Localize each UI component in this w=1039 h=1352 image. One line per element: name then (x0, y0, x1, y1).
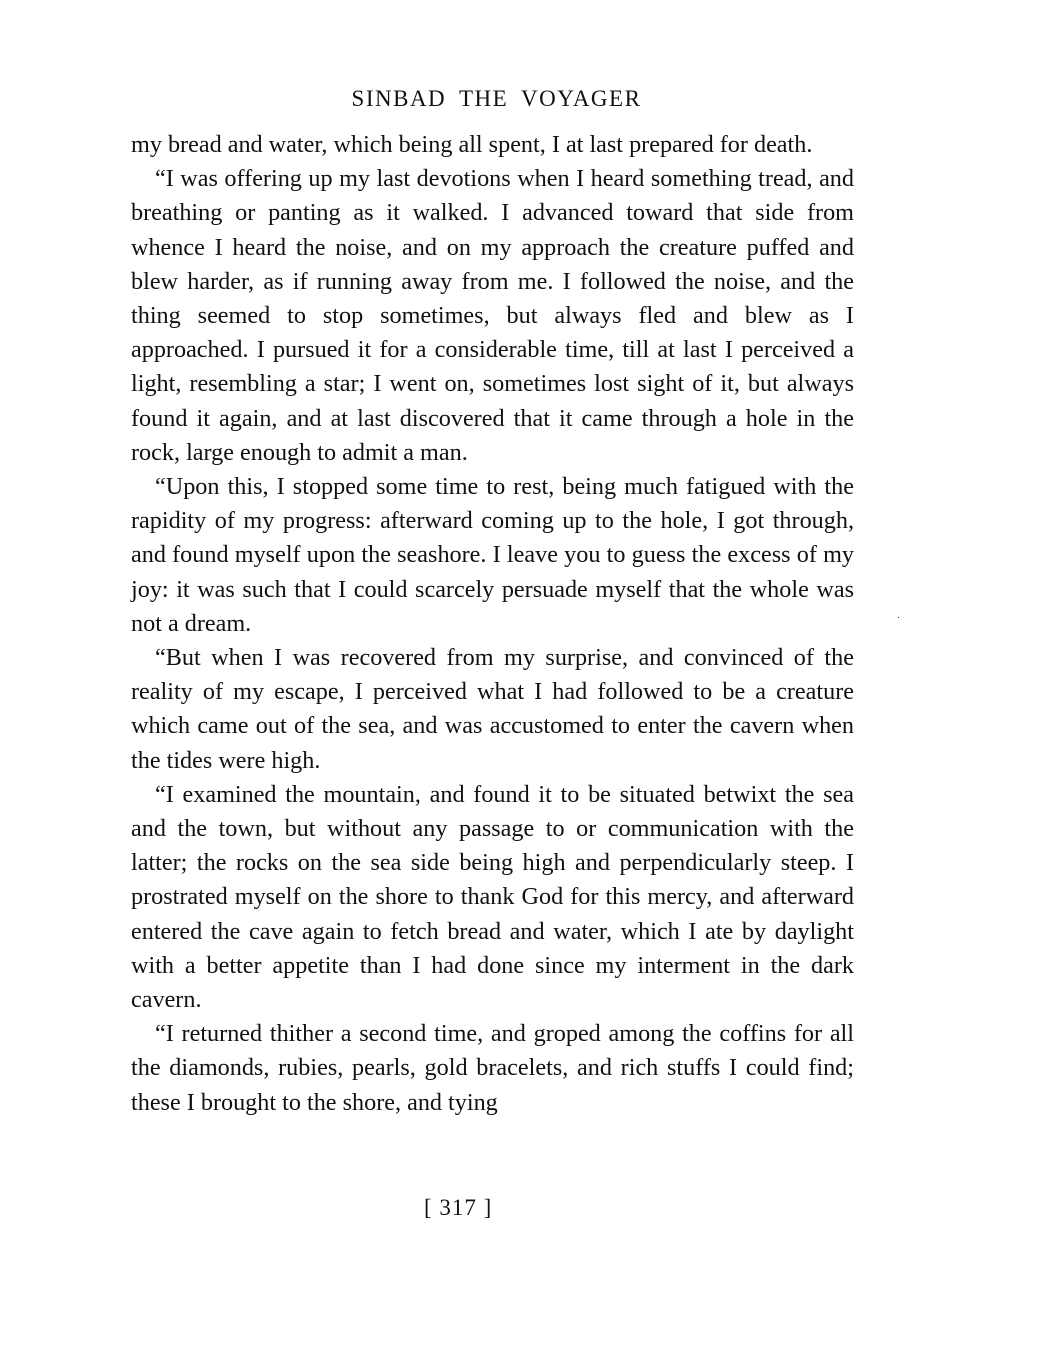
book-page (131, 82, 854, 1120)
paragraph-returned: “I returned thither a second time, and groped among the coffins for all the diamonds, rubies, pearls, gold bracelets, and rich stuffs I could find; these I brought to the shore, and tying (131, 1020, 854, 1116)
scan-speck (898, 617, 899, 618)
paragraph-continuation: my bread and water, which being all spent, I at last prepared for death. (131, 131, 813, 158)
paragraph-recovered: “But when I was recovered from my surprise, and convinced of the reality of my escape, I perceived what I had followed to be a creature which came out of the sea, and was accustomed to enter the cavern when the tides were high. (131, 644, 854, 774)
paragraph-seashore: “Upon this, I stopped some time to rest, being much fatigued with the rapidity of my progress: afterward coming up to the hole, I got through, and found myself upon the seashore. I leave you to guess the excess of my joy: it was such that I could scarcely persuade myself that the whole was not a dream. (131, 473, 854, 637)
body-text (131, 128, 854, 1120)
running-head-title: SINBAD THE VOYAGER (351, 86, 642, 111)
page-number: [ 317 ] (424, 1195, 493, 1220)
paragraph-last-devotions: “I was offering up my last devotions when I heard something tread, and breathing or panting as it walked. I advanced toward that side from whence I heard the noise, and on my approach the creature puffed and blew harder, as if running away from me. I followed the noise, and the thing seemed to stop sometimes, but always fled and blew as I approached. I pursued it for a considerable time, till at last I perceived a light, resembling a star; I went on, sometimes lost sight of it, but always found it again, and at last discovered that it came through a hole in the rock, large enough to admit a man. (131, 165, 854, 466)
paragraph-mountain: “I examined the mountain, and found it to be situated betwixt the sea and the town, but without any passage to or communication with the latter; the rocks on the sea side being high and perpendicularly steep. I prostrated myself on the shore to thank God for this mercy, and afterward entered the cave again to fetch bread and water, which I ate by daylight with a better appetite than I had done since my interment in the dark cavern. (131, 780, 854, 1014)
